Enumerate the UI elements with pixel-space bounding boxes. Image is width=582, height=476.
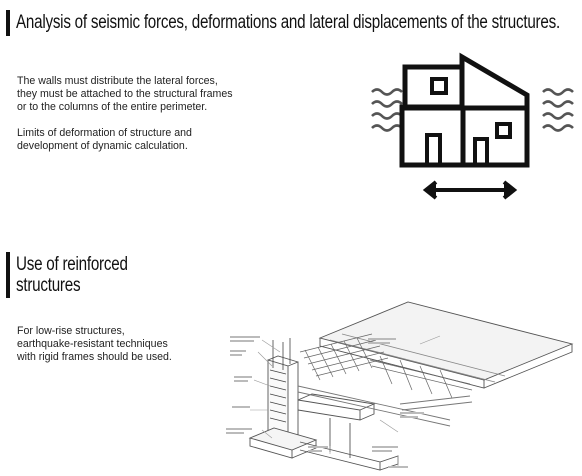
rebar-mesh xyxy=(300,334,472,398)
paragraph-line: with rigid frames should be used. xyxy=(17,351,172,363)
section-2-paragraph xyxy=(17,325,172,364)
section-2-accent-bar xyxy=(6,252,10,298)
vibration-right-icon xyxy=(543,90,573,131)
annotation-text-blocks xyxy=(226,336,424,468)
vibration-left-icon xyxy=(372,90,402,131)
beam-lines xyxy=(298,386,472,426)
horizontal-arrow-icon xyxy=(426,182,514,198)
paragraph-line: For low-rise structures, xyxy=(17,325,125,337)
section-1-paragraph-1 xyxy=(17,75,233,114)
paragraph-line: development of dynamic calculation. xyxy=(17,140,188,152)
section-2-title-line: structures xyxy=(16,275,81,296)
paragraph-line: Limits of deformation of structure and xyxy=(17,127,192,139)
reinforced-column xyxy=(268,338,298,446)
section-1-accent-bar xyxy=(6,10,10,36)
house-icon xyxy=(400,57,528,165)
paragraph-line: or to the columns of the entire perimeter. xyxy=(17,101,208,113)
floor-slab xyxy=(320,302,572,388)
annotation-leaders xyxy=(250,336,440,468)
section-1-title: Analysis of seismic forces, deformations and lateral displacements of the structures. xyxy=(16,12,560,33)
section-1-paragraph-2 xyxy=(17,127,192,153)
paragraph-line: The walls must distribute the lateral forces, xyxy=(17,75,218,87)
footing xyxy=(250,428,316,458)
section-2-title-line: Use of reinforced xyxy=(16,254,128,275)
paragraph-line: earthquake-resistant techniques xyxy=(17,338,168,350)
paragraph-line: they must be attached to the structural frames xyxy=(17,88,233,100)
grade-beam xyxy=(298,394,398,470)
section-2-title xyxy=(16,254,128,296)
